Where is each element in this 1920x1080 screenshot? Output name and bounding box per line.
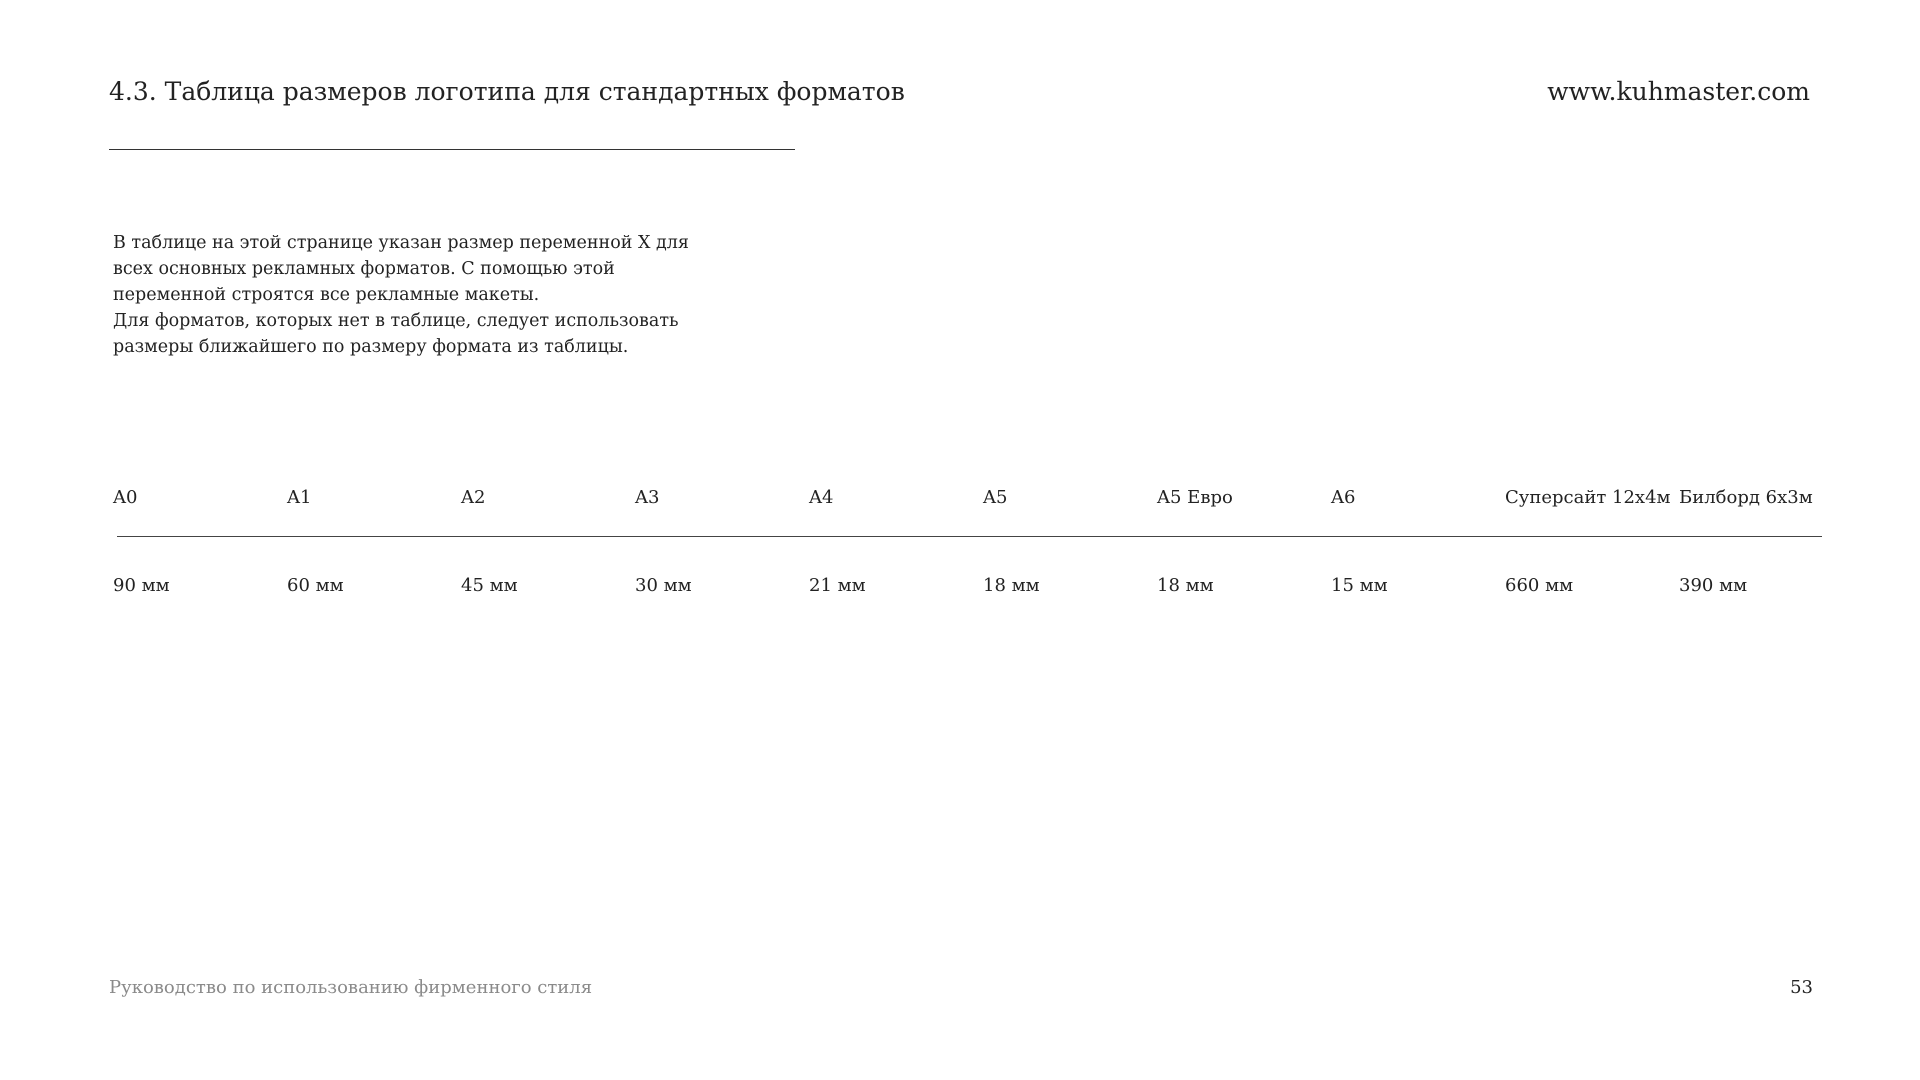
table-values-row [113, 572, 1823, 602]
intro-line: размеры ближайшего по размеру формата из таблицы. [113, 337, 629, 357]
size-value-billboard: 390 мм [1679, 575, 1748, 596]
format-header-a6: A6 [1331, 487, 1356, 508]
intro-line: Для форматов, которых нет в таблице, следует использовать [113, 311, 679, 331]
intro-line: переменной строятся все рекламные макеты. [113, 285, 540, 305]
table-header-row [113, 484, 1823, 514]
format-header-a5-euro: A5 Евро [1157, 487, 1233, 508]
size-value-a4: 21 мм [809, 575, 866, 596]
size-value-a0: 90 мм [113, 575, 170, 596]
size-value-a6: 15 мм [1331, 575, 1388, 596]
format-header-a5: A5 [983, 487, 1008, 508]
format-header-supersite: Суперсайт 12х4м [1505, 487, 1671, 508]
size-value-a3: 30 мм [635, 575, 692, 596]
format-header-a0: A0 [113, 487, 138, 508]
sizes-table-header [113, 484, 1823, 514]
intro-line: В таблице на этой странице указан размер переменной X для [113, 233, 689, 253]
size-value-supersite: 660 мм [1505, 575, 1574, 596]
footer-note: Руководство по использованию фирменного стиля [109, 977, 593, 998]
page-title: 4.3. Таблица размеров логотипа для стандартных форматов [109, 77, 905, 106]
page-number: 53 [1790, 977, 1813, 998]
size-value-a5: 18 мм [983, 575, 1040, 596]
format-header-a3: A3 [635, 487, 660, 508]
format-header-a4: A4 [809, 487, 834, 508]
format-header-a2: A2 [461, 487, 486, 508]
intro-text [113, 230, 713, 360]
format-header-a1: A1 [287, 487, 312, 508]
size-value-a5-euro: 18 мм [1157, 575, 1214, 596]
size-value-a2: 45 мм [461, 575, 518, 596]
table-divider [117, 536, 1822, 537]
website-link[interactable]: www.kuhmaster.com [1547, 77, 1810, 106]
intro-line: всех основных рекламных форматов. С помощью этой [113, 259, 615, 279]
format-header-billboard: Билборд 6х3м [1679, 487, 1813, 508]
title-divider [109, 149, 795, 150]
size-value-a1: 60 мм [287, 575, 344, 596]
